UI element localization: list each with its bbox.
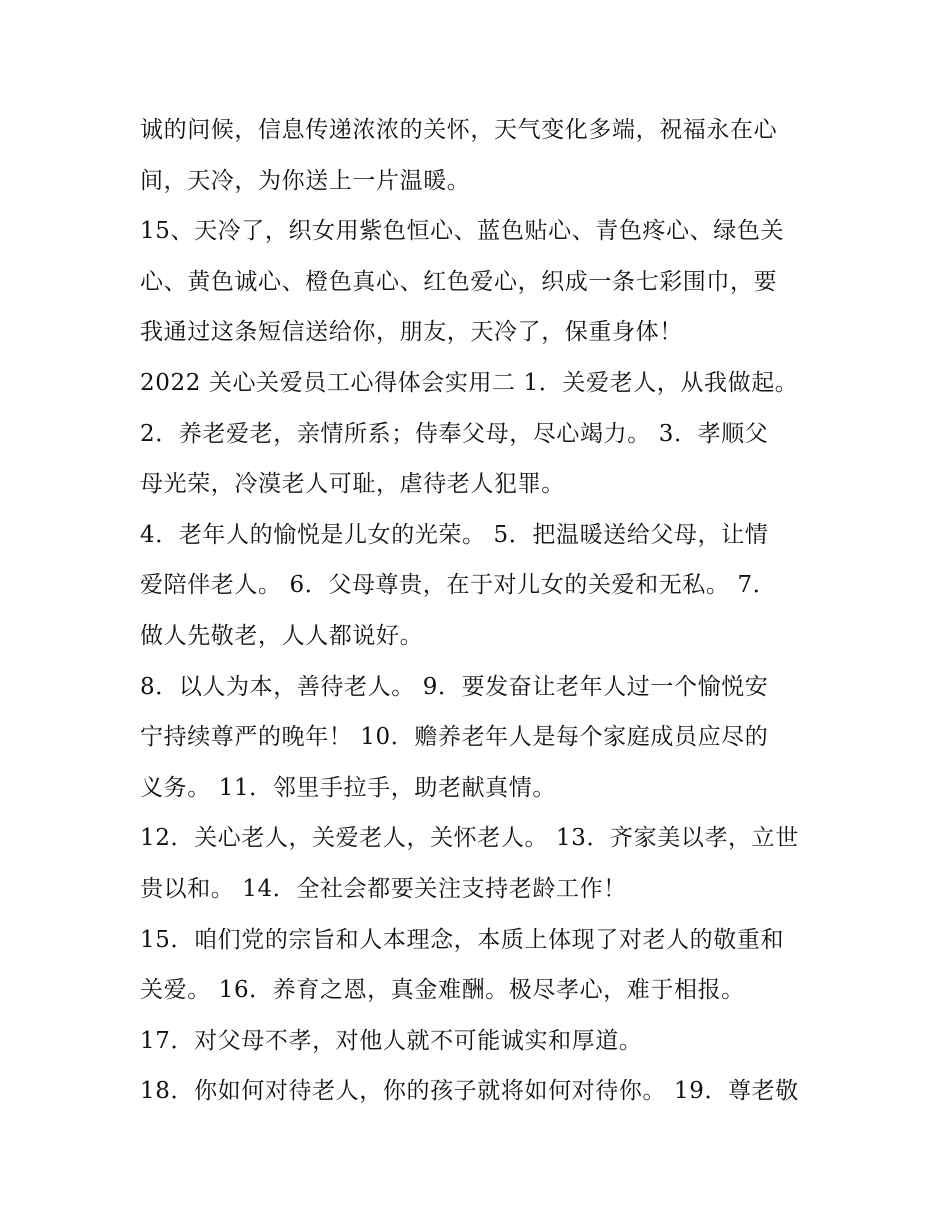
text-line: 贵以和。 14．全社会都要关注支持老龄工作！: [140, 875, 627, 902]
text-line: 12．关心老人，关爱老人，关怀老人。 13．齐家美以孝，立世: [140, 825, 799, 852]
text-line: 15．咱们党的宗旨和人本理念，本质上体现了对老人的敬重和: [140, 926, 785, 953]
text-line: 15、天冷了，织女用紫色恒心、蓝色贴心、青色疼心、绿色关: [140, 218, 785, 245]
text-line: 爱陪伴老人。 6．父母尊贵，在于对儿女的关爱和无私。 7．: [140, 572, 777, 599]
text-line: 2022 关心关爱员工心得体会实用二 1．关爱老人，从我做起。: [140, 369, 799, 396]
text-line: 2．养老爱老，亲情所系；侍奉父母，尽心竭力。 3．孝顺父: [140, 420, 769, 447]
text-line: 4．老年人的愉悦是儿女的光荣。 5．把温暖送给父母，让情: [140, 521, 769, 548]
text-line: 8．以人为本，善待老人。 9．要发奋让老年人过一个愉悦安: [140, 673, 769, 700]
text-line: 诚的问候，信息传递浓浓的关怀，天气变化多端，祝福永在心: [140, 117, 778, 143]
text-line: 18．你如何对待老人，你的孩子就将如何对待你。 19．尊老敬: [140, 1078, 799, 1105]
document-body: [140, 105, 820, 1117]
text-line: 义务。 11．邻里手拉手，助老献真情。: [140, 774, 556, 801]
text-line: 间，天冷，为你送上一片温暖。: [140, 167, 471, 194]
text-line: 关爱。 16．养育之恩，真金难酬。极尽孝心，难于相报。: [140, 977, 745, 1004]
text-line: 心、黄色诚心、橙色真心、红色爱心，织成一条七彩围巾，要: [140, 268, 778, 295]
text-line: 我通过这条短信送给你，朋友，天冷了，保重身体！: [140, 319, 683, 346]
text-line: 17．对父母不孝，对他人就不可能诚实和厚道。: [140, 1027, 643, 1054]
text-line: 母光荣，冷漠老人可耻，虐待老人犯罪。: [140, 471, 565, 498]
text-line: 宁持续尊严的晚年！ 10．赡养老年人是每个家庭成员应尽的: [140, 724, 769, 751]
text-line: 做人先敬老，人人都说好。: [140, 622, 424, 649]
